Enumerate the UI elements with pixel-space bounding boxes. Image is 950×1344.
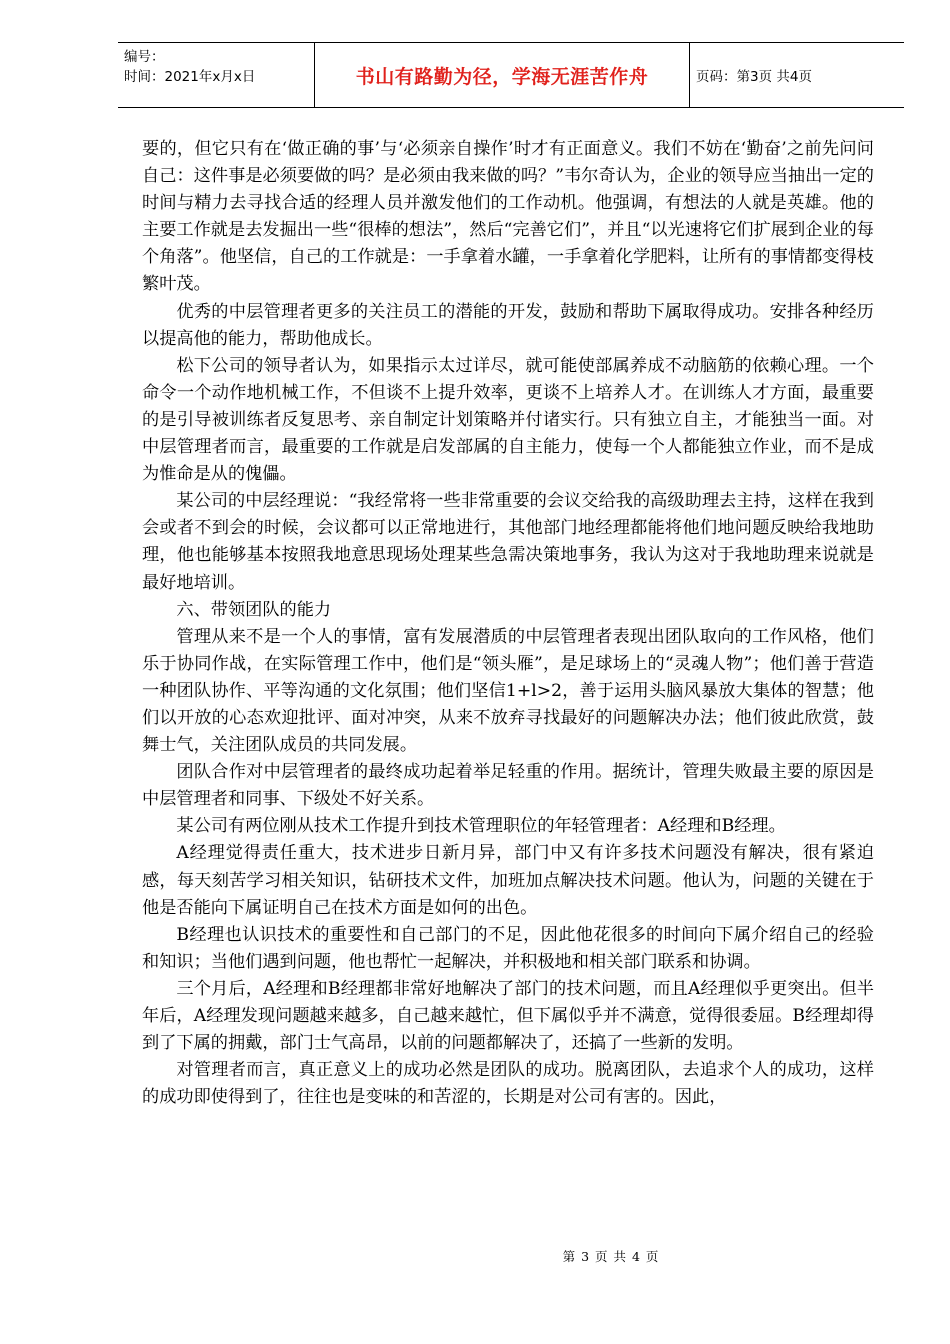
document-time-label: 时间：2021年x月x日 (124, 69, 256, 85)
paragraph: 对管理者而言，真正意义上的成功必然是团队的成功。脱离团队，去追求个人的成功，这样的成功即使得到了，往往也是变味的和苦涩的，长期是对公司有害的。因此， (142, 1060, 874, 1108)
document-body (142, 136, 874, 1111)
paragraph: 团队合作对中层管理者的最终成功起着举足轻重的作用。据统计，管理失败最主要的原因是中层管理者和同事、下级处不好关系。 (142, 762, 874, 810)
header-meta (118, 43, 315, 107)
header-motto: 书山有路勤为径，学海无涯苦作舟 (355, 65, 649, 88)
page-footer: 第 3 页 共 4 页 (562, 1249, 660, 1264)
page-header (118, 42, 904, 108)
header-motto-cell (315, 43, 690, 107)
paragraph: B经理也认识技术的重要性和自己部门的不足，因此他花很多的时间向下属介绍自己的经验和知识；当他们遇到问题，他也帮忙一起解决，并积极地和相关部门联系和协调。 (142, 924, 874, 972)
paragraph: A经理觉得责任重大，技术进步日新月异，部门中又有许多技术问题没有解决，很有紧迫感，每天刻苦学习相关知识，钻研技术文件，加班加点解决技术问题。他认为，问题的关键在于他是否能向下属证明自己在技术方面是如何的出色。 (142, 843, 874, 918)
paragraph: 某公司有两位刚从技术工作提升到技术管理职位的年轻管理者：A经理和B经理。 (176, 816, 786, 837)
paragraph: 要的，但它只有在‘做正确的事’与‘必须亲自操作’时才有正面意义。我们不妨在‘勤奋’之前先问问自己：这件事是必须要做的吗？是必须由我来做的吗？”韦尔奇认为，企业的领导应当抽出一定的时间与精力去寻找合适的经理人员并激发他们的工作动机。他强调，有想法的人就是英雄。他的主要工作就是去发掘出一些“很棒的想法”，然后“完善它们”，并且“以光速将它们扩展到企业的每个角落”。他坚信，自己的工作就是：一手拿着水罐，一手拿着化学肥料，让所有的事情都变得枝繁叶茂。 (142, 139, 874, 295)
paragraph: 三个月后，A经理和B经理都非常好地解决了部门的技术问题，而且A经理似乎更突出。但半年后，A经理发现问题越来越多，自己越来越忙，但下属似乎并不满意，觉得很委屈。B经理却得到了下属的拥戴，部门士气高昂，以前的问题都解决了，还搞了一些新的发明。 (142, 978, 874, 1054)
document-number-label: 编号： (124, 49, 165, 65)
paragraph: 管理从来不是一个人的事情，富有发展潜质的中层管理者表现出团队取向的工作风格，他们乐于协同作战，在实际管理工作中，他们是“领头雁”，是足球场上的“灵魂人物”；他们善于营造一种团队协作、平等沟通的文化氛围；他们坚信1+l>2，善于运用头脑风暴放大集体的智慧；他们以开放的心态欢迎批评、面对冲突，从来不放弃寻找最好的问题解决办法；他们彼此欣赏，鼓舞士气，关注团队成员的共同发展。 (142, 626, 874, 756)
paragraph: 某公司的中层经理说：“我经常将一些非常重要的会议交给我的高级助理去主持，这样在我到会或者不到会的时候，会议都可以正常地进行，其他部门地经理都能将他们地问题反映给我地助理，他也能够基本按照我地意思现场处理某些急需决策地事务，我认为这对于我地助理来说就是最好地培训。 (142, 491, 874, 593)
section-heading: 六、带领团队的能力 (176, 599, 332, 620)
paragraph: 松下公司的领导者认为，如果指示太过详尽，就可能使部属养成不动脑筋的依赖心理。一个命令一个动作地机械工作，不但谈不上提升效率，更谈不上培养人才。在训练人才方面，最重要的是引导被训练者反复思考、亲自制定计划策略并付诸实行。只有独立自主，才能独当一面。对中层管理者而言，最重要的工作就是启发部属的自主能力，使每一个人都能独立作业，而不是成为惟命是从的傀儡。 (142, 355, 874, 485)
header-page-info: 页码：第3页 共4页 (696, 69, 812, 85)
paragraph: 优秀的中层管理者更多的关注员工的潜能的开发，鼓励和帮助下属取得成功。安排各种经历以提高他的能力，帮助他成长。 (142, 301, 874, 349)
